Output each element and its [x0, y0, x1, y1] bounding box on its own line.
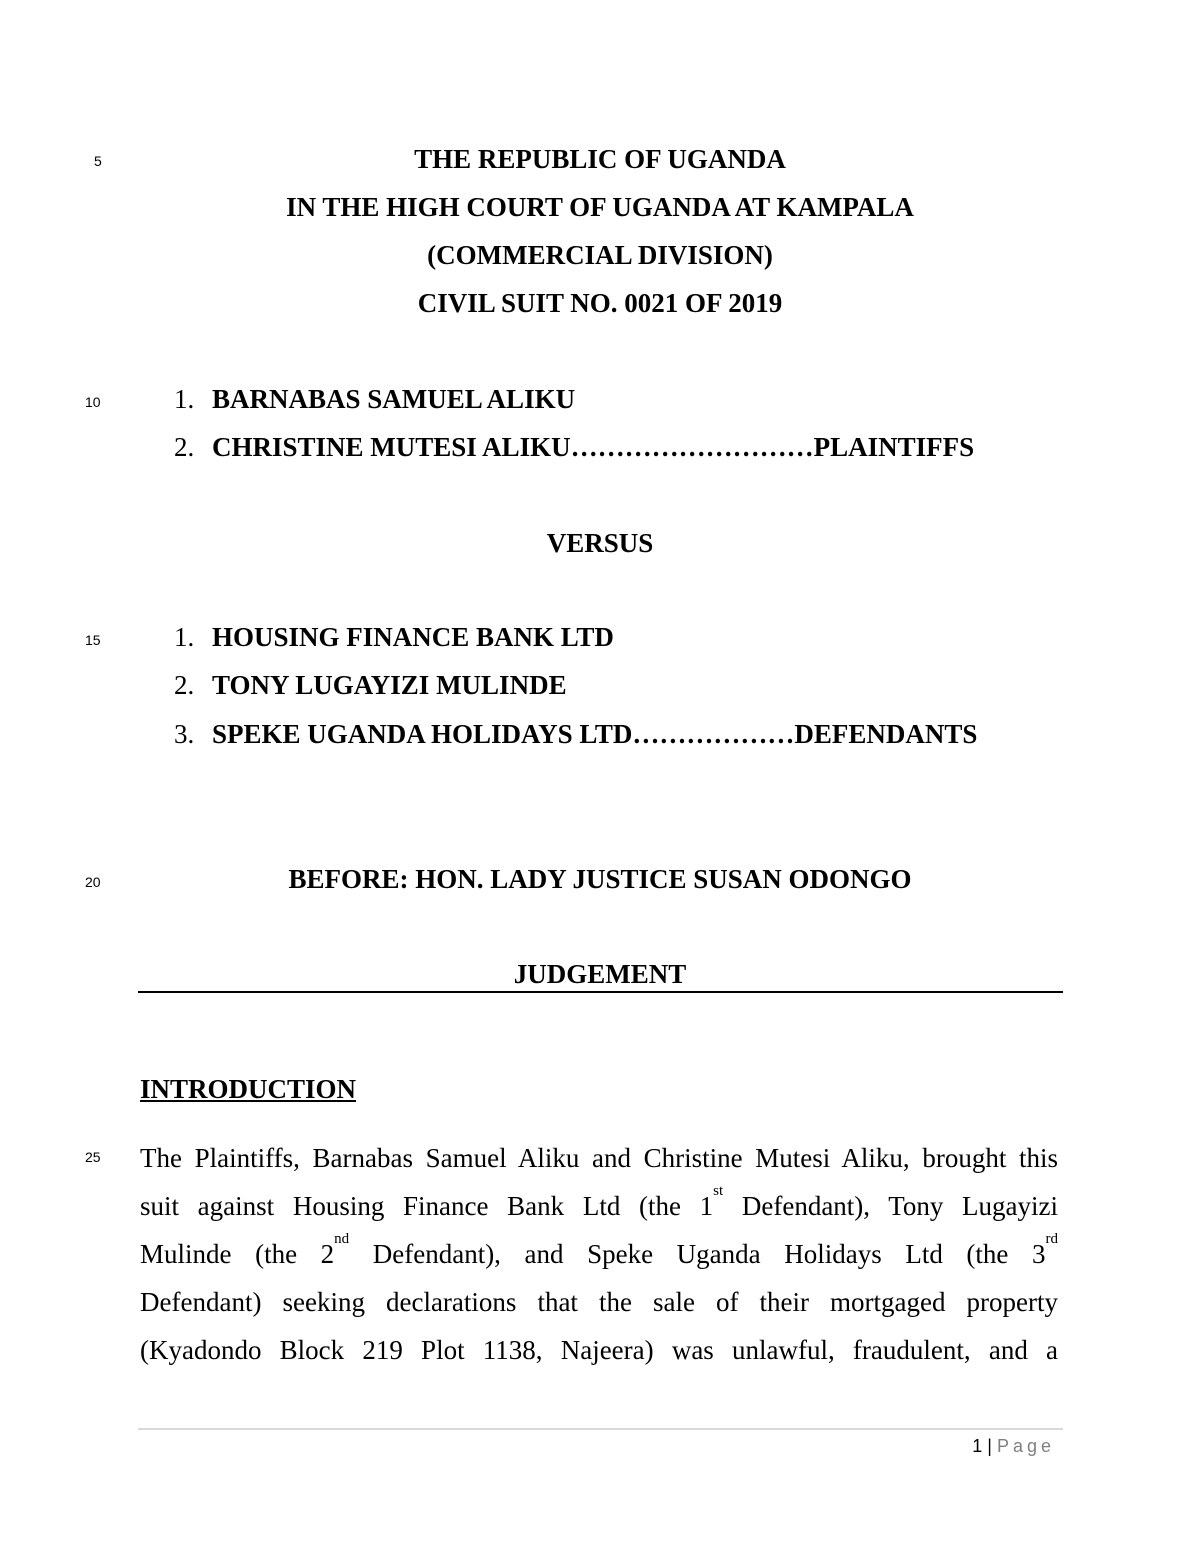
paragraph-line-5: (Kyadondo Block 219 Plot 1138, Najeera) was unlawful, fraudulent, and a [140, 1335, 1058, 1365]
paragraph-line-4: Defendant) seeking declarations that the sale of their mortgaged property [140, 1287, 1058, 1317]
footer-divider [138, 1428, 1063, 1430]
line-number-15: 15 [85, 632, 101, 648]
plaintiff-1-name: BARNABAS SAMUEL ALIKU [212, 384, 576, 414]
division-heading: (COMMERCIAL DIVISION) [427, 240, 773, 270]
court-heading: IN THE HIGH COURT OF UGANDA AT KAMPALA [286, 192, 914, 222]
paragraph-line-3-part-b: Defendant), and Speke Uganda Holidays Ltd (the 3 [349, 1239, 1046, 1269]
defendant-1 [174, 624, 614, 651]
footer-separator: | [987, 1436, 992, 1456]
paragraph-line-2-part-b: Defendant), Tony Lugayizi [723, 1191, 1058, 1221]
defendant-3-number: 3. [174, 719, 195, 749]
defendant-2 [174, 672, 567, 699]
plaintiff-1-number: 1. [174, 384, 195, 414]
defendant-2-name: TONY LUGAYIZI MULINDE [212, 670, 567, 700]
title-divider [138, 991, 1063, 993]
versus-label: VERSUS [546, 528, 654, 558]
before-judge: BEFORE: HON. LADY JUSTICE SUSAN ODONGO [288, 864, 912, 894]
judgement-title: JUDGEMENT [513, 959, 687, 989]
defendant-3-name: SPEKE UGANDA HOLIDAYS LTD………………DEFENDANTS [212, 719, 978, 749]
page-number: 1 [972, 1436, 983, 1456]
paragraph-line-2 [140, 1182, 1058, 1230]
ordinal-suffix: st [713, 1183, 724, 1199]
defendant-2-number: 2. [174, 670, 195, 700]
line-number-25: 25 [85, 1149, 101, 1165]
defendant-3 [174, 721, 977, 748]
page-word: Page [996, 1436, 1055, 1456]
plaintiff-2 [174, 434, 974, 461]
ordinal-suffix: rd [1045, 1231, 1058, 1247]
plaintiff-2-name: CHRISTINE MUTESI ALIKU………………………PLAINTIFFS [212, 432, 975, 462]
plaintiff-2-number: 2. [174, 432, 195, 462]
page-footer [972, 1436, 1055, 1457]
suit-number: CIVIL SUIT NO. 0021 OF 2019 [417, 288, 783, 318]
paragraph-line-3-part-a: Mulinde (the 2 [140, 1239, 335, 1269]
line-number-5: 5 [94, 153, 102, 169]
plaintiff-1 [174, 386, 575, 413]
introduction-paragraph [140, 1134, 1058, 1374]
ordinal-suffix: nd [334, 1231, 350, 1247]
paragraph-line-1: The Plaintiffs, Barnabas Samuel Aliku and Christine Mutesi Aliku, brought this [140, 1143, 1058, 1173]
paragraph-line-2-part-a: suit against Housing Finance Bank Ltd (the 1 [140, 1191, 714, 1221]
line-number-10: 10 [85, 394, 101, 410]
republic-heading: THE REPUBLIC OF UGANDA [414, 144, 786, 174]
line-number-20: 20 [85, 874, 101, 890]
defendant-1-number: 1. [174, 622, 195, 652]
defendant-1-name: HOUSING FINANCE BANK LTD [212, 622, 614, 652]
paragraph-line-3 [140, 1230, 1058, 1278]
section-heading-introduction: INTRODUCTION [140, 1074, 357, 1104]
